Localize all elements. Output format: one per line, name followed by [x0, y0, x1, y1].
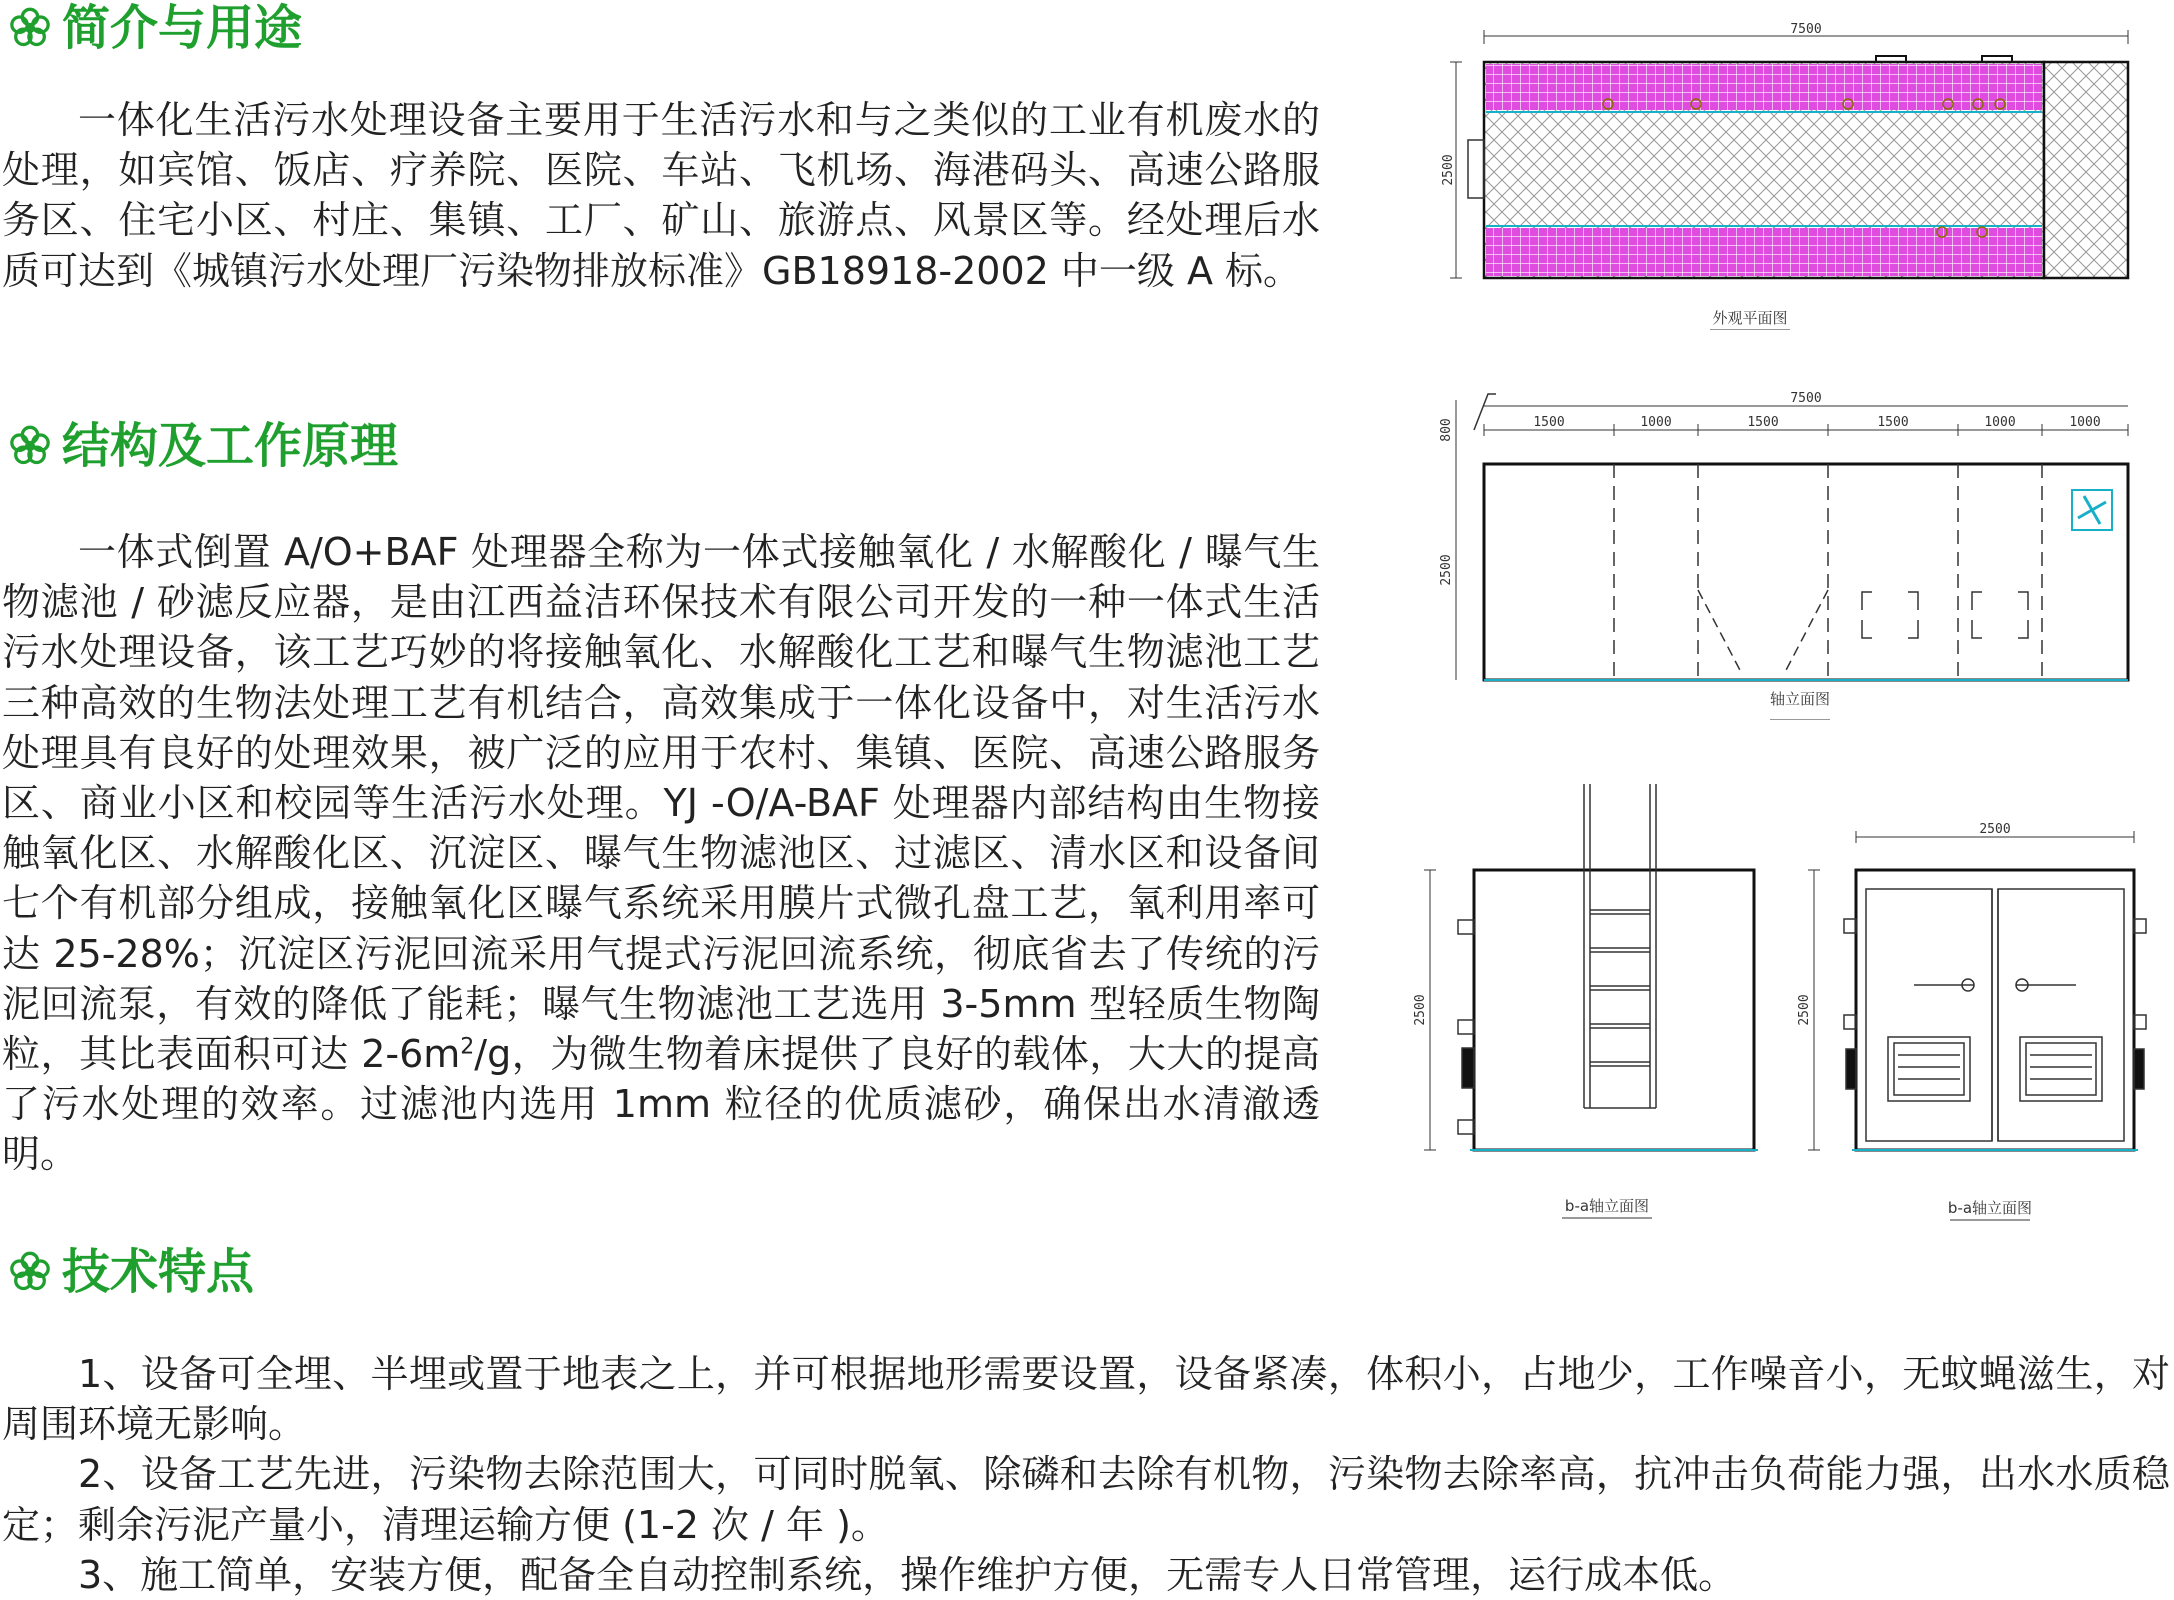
dim-height: 2500 — [1413, 994, 1428, 1026]
section-heading-features — [8, 1244, 254, 1300]
dim-width: 2500 — [1441, 154, 1456, 186]
side-elevation-drawing — [1430, 390, 2150, 720]
flower-icon — [8, 1250, 52, 1294]
section-heading-intro — [8, 0, 302, 56]
dim-segment: 1500 — [1533, 415, 1565, 430]
end-elevation-right-drawing — [1790, 815, 2160, 1230]
dim-length: 7500 — [1790, 22, 1822, 37]
dim-top: 800 — [1439, 418, 1454, 442]
end-elevation-left-drawing — [1410, 780, 1770, 1230]
structure-text-part1: 一体式倒置 A/O+BAF 处理器全称为一体式接触氧化 / 水解酸化 / 曝气生物滤池 / 砂滤反应器，是由江西益洁环保技术有限公司开发的一种一体式生活污水处理设备，该工艺巧妙的将接触氧化、水解酸化工艺和曝气生物滤池工艺三种高效的生物法处理工艺有机结合，高效集成于一体化设备中，对生活污水处理具有良好的处理效果，被广泛的应用于农村、集镇、医院、高速公路服务区、商业小区和校园等生活污水处理。YJ -O/A-BAF 处理器内部结构由生物接触氧化区、水解酸化区、沉淀区、曝气生物滤池区、过滤区、清水区和设备间七个有机部分组成，接触氧化区曝气系统采用膜片式微孔盘工艺，氧利用率可达 25-28%；沉淀区污泥回流采用气提式污泥回流系统，彻底省去了传统的污泥回流泵，有效的降低了能耗；曝气生物滤池工艺选用 3-5mm 型轻质生物陶粒，其比表面积可达 2-6m — [2, 530, 1320, 1077]
dim-height: 2500 — [1439, 554, 1454, 586]
feature-item: 2、设备工艺先进，污染物去除范围大，可同时脱氧、除磷和去除有机物，污染物去除率高，抗冲击负荷能力强，出水水质稳定；剩余污泥产量小，清理运输方便 (1-2 次 / 年 )。 — [2, 1452, 2170, 1547]
flower-icon — [8, 424, 52, 468]
section-title: 结构及工作原理 — [62, 418, 399, 474]
flower-icon — [8, 6, 52, 50]
superscript: 2 — [460, 1034, 475, 1060]
end-elevation-left-caption: b-a轴立面图 — [1564, 1197, 1650, 1215]
dim-segment: 1000 — [1984, 415, 2016, 430]
dim-segment: 1000 — [2069, 415, 2101, 430]
feature-item: 3、施工简单，安装方便，配备全自动控制系统，操作维护方便，无需专人日常管理，运行成本低。 — [78, 1552, 1737, 1597]
dim-height: 2500 — [1797, 994, 1812, 1026]
side-elevation-caption: 轴立面图 — [1769, 690, 1831, 708]
dim-width: 2500 — [1979, 822, 2011, 837]
structure-paragraph — [2, 527, 1320, 1180]
section-title: 简介与用途 — [62, 0, 303, 56]
dim-segment: 1500 — [1747, 415, 1779, 430]
feature-item: 1、设备可全埋、半埋或置于地表之上，并可根据地形需要设置，设备紧凑，体积小，占地少，工作噪音小，无蚊蝇滋生，对周围环境无影响。 — [2, 1352, 2170, 1447]
features-list — [2, 1349, 2170, 1600]
dim-total: 7500 — [1790, 391, 1822, 406]
section-title: 技术特点 — [62, 1244, 255, 1300]
end-elevation-right-caption: b-a轴立面图 — [1947, 1199, 2033, 1217]
structure-text-part2: /g，为微生物着床提供了良好的载体，大大的提高了污水处理的效率。过滤池内选用 1mm 粒径的优质滤砂，确保出水清澈透明。 — [2, 1032, 1320, 1177]
dim-segment: 1000 — [1640, 415, 1672, 430]
intro-paragraph: 一体化生活污水处理设备主要用于生活污水和与之类似的工业有机废水的处理，如宾馆、饭店、疗养院、医院、车站、飞机场、海港码头、高速公路服务区、住宅小区、村庄、集镇、工厂、矿山、旅游点、风景区等。经处理后水质可达到《城镇污水处理厂污染物排放标准》GB18918-2002 中一级 A 标。 — [2, 98, 1320, 293]
plan-caption: 外观平面图 — [1712, 309, 1788, 327]
section-heading-structure — [8, 418, 398, 474]
plan-view-drawing — [1430, 20, 2150, 330]
dim-segment: 1500 — [1877, 415, 1909, 430]
